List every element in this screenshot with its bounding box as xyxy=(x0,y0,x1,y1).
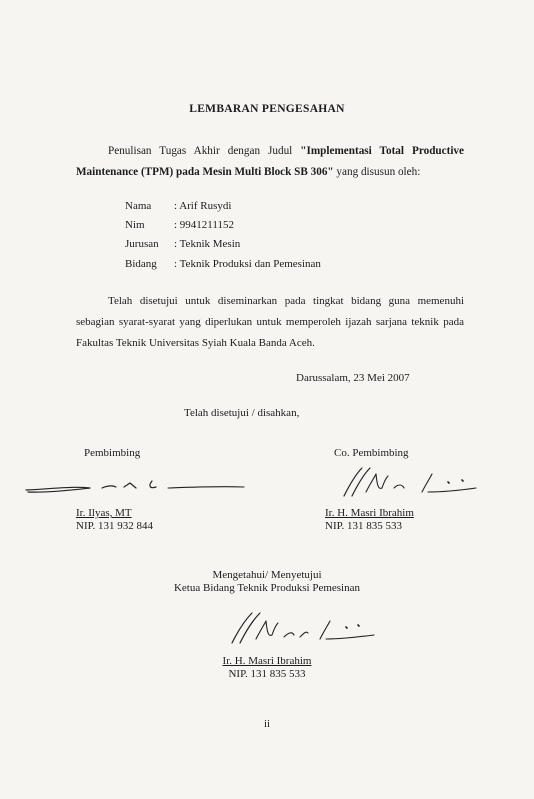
field-row-bidang xyxy=(125,258,321,270)
field-value: : Teknik Produksi dan Pemesinan xyxy=(174,258,321,270)
field-label: Bidang xyxy=(125,258,157,270)
field-row-nama xyxy=(125,200,231,212)
supervisor-signature-image xyxy=(20,474,250,498)
supervisor-role: Pembimbing xyxy=(84,447,141,459)
head-signature-image xyxy=(222,607,382,649)
field-value: : 9941211152 xyxy=(174,219,234,231)
intro-paragraph xyxy=(76,141,464,183)
acknowledge-line2: Ketua Bidang Teknik Produksi Pemesinan xyxy=(173,582,360,594)
co-supervisor-nip: NIP. 131 835 533 xyxy=(325,520,403,532)
field-label: Nim xyxy=(125,219,145,231)
intro-suffix: yang disusun oleh: xyxy=(333,166,421,178)
page-title: LEMBARAN PENGESAHAN xyxy=(189,103,345,115)
head-name: Ir. H. Masri Ibrahim xyxy=(222,655,312,667)
co-supervisor-signature-image xyxy=(336,462,486,502)
approved-label: Telah disetujui / disahkan, xyxy=(184,407,300,419)
field-value: : Teknik Mesin xyxy=(174,238,241,250)
approval-text: Telah disetujui untuk diseminarkan pada tingkat bidang guna memenuhi sebagian syarat-syarat yang diperlukan untuk memperoleh ijazah sarjana teknik pada Fakultas Teknik Universitas Syiah Kuala Banda Aceh. xyxy=(76,295,464,349)
place-date: Darussalam, 23 Mei 2007 xyxy=(296,372,410,384)
acknowledge-line1: Mengetahui/ Menyetujui xyxy=(212,569,322,581)
co-supervisor-name: Ir. H. Masri Ibrahim xyxy=(325,507,414,519)
field-row-nim xyxy=(125,219,234,231)
intro-prefix: Penulisan Tugas Akhir dengan Judul xyxy=(108,145,301,157)
field-value: : Arif Rusydi xyxy=(174,200,232,212)
field-row-jurusan xyxy=(125,238,240,250)
supervisor-nip: NIP. 131 932 844 xyxy=(76,520,154,532)
approval-paragraph xyxy=(76,291,464,354)
co-supervisor-role: Co. Pembimbing xyxy=(334,447,409,459)
supervisor-name: Ir. Ilyas, MT xyxy=(76,507,132,519)
field-label: Nama xyxy=(125,200,152,212)
head-nip: NIP. 131 835 533 xyxy=(228,668,306,680)
thesis-title: "Implementasi Total Productive Maintenance (TPM) pada Mesin Multi Block SB 306" xyxy=(76,145,464,178)
field-label: Jurusan xyxy=(125,238,159,250)
page-number: ii xyxy=(263,718,271,730)
